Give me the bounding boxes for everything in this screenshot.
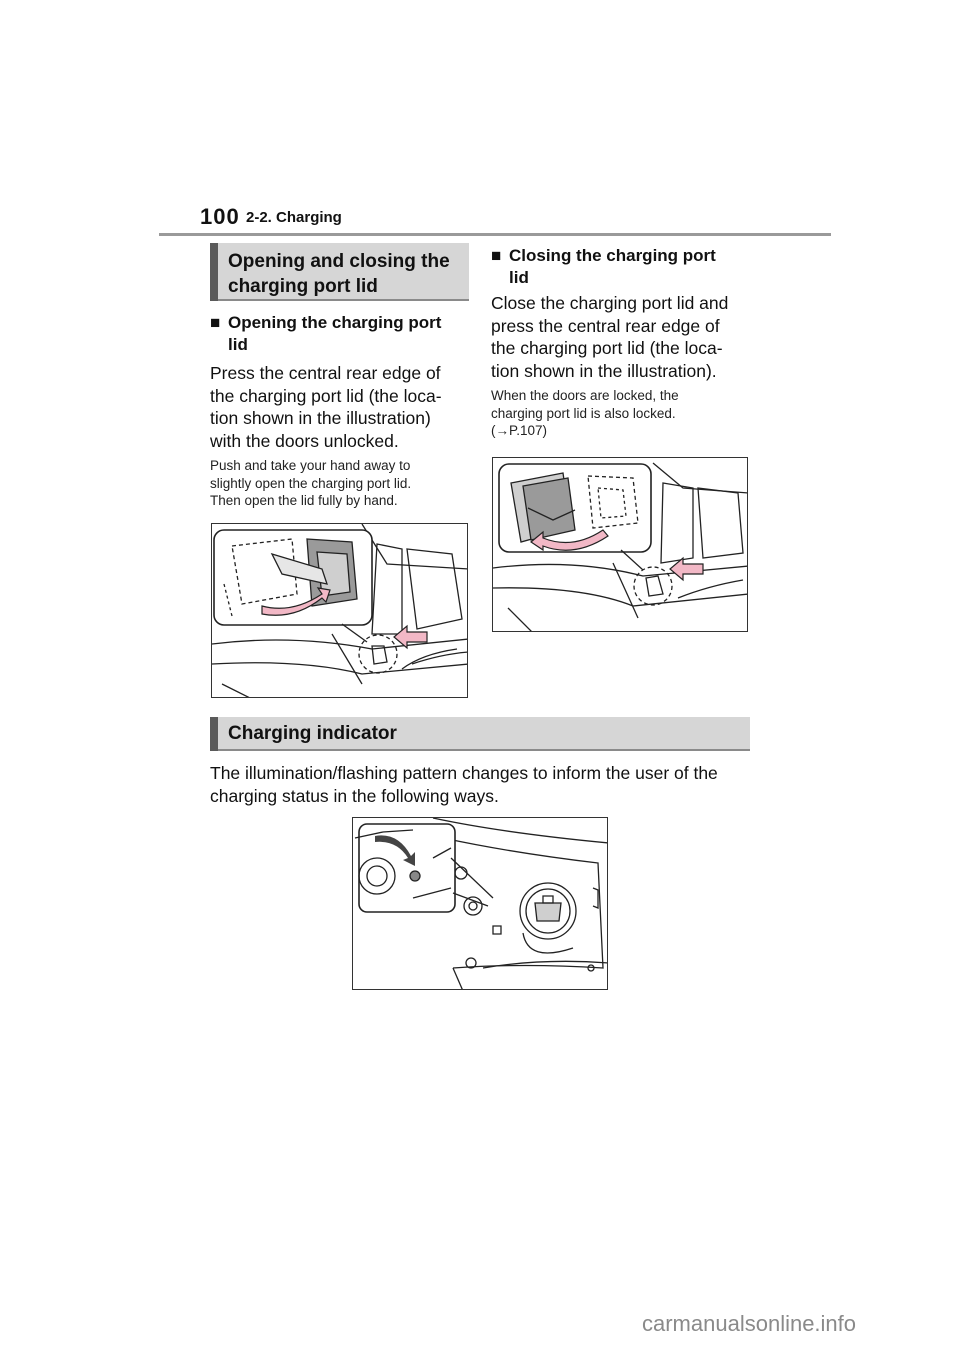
closing-note-line: (→P.107): [491, 423, 548, 438]
opening-note-line: Then open the lid fully by hand.: [210, 493, 398, 508]
opening-note: [210, 457, 470, 510]
opening-note-line: slightly open the charging port lid.: [210, 475, 412, 491]
closing-note: [491, 387, 753, 440]
charging-indicator-illustration: [352, 817, 608, 990]
heading-underline: [218, 749, 750, 751]
opening-title-line-2: lid: [228, 335, 248, 354]
closing-illustration: [492, 457, 748, 632]
section-breadcrumb: 2-2. Charging: [246, 209, 342, 226]
bullet-square-icon: ■: [491, 246, 502, 265]
section-heading-charging-indicator: [210, 717, 750, 751]
charging-indicator-body-line: charging status in the following ways.: [210, 785, 499, 806]
charging-indicator-drawing: [353, 818, 608, 990]
opening-illustration-drawing: [212, 524, 468, 698]
closing-body-line: tion shown in the illustration).: [491, 360, 717, 381]
opening-body-line: with the doors unlocked.: [210, 430, 399, 451]
opening-note-line: Push and take your hand away to: [210, 458, 411, 473]
charging-indicator-body: [210, 762, 755, 807]
heading-line-1: Opening and closing the: [228, 251, 450, 272]
page-number: 100: [200, 204, 240, 229]
opening-body-line: tion shown in the illustration): [210, 408, 431, 428]
closing-note-line: charging port lid is also locked.: [491, 405, 676, 421]
opening-body: [210, 362, 470, 452]
watermark-text: carmanualsonline.info: [642, 1311, 857, 1336]
closing-body-line: press the central rear edge of: [491, 315, 720, 336]
closing-body: [491, 292, 753, 382]
closing-subheading: [491, 245, 751, 289]
charging-indicator-body-line: The illumination/flashing pattern changes to inform the user of the: [210, 763, 718, 783]
closing-note-line: When the doors are locked, the: [491, 388, 679, 403]
opening-illustration: [211, 523, 468, 698]
closing-title-line-2: lid: [509, 268, 529, 287]
closing-illustration-drawing: [493, 458, 748, 632]
charging-indicator-title: Charging indicator: [228, 723, 397, 744]
closing-body-line: Close the charging port lid and: [491, 293, 729, 313]
closing-title-line-1: Closing the charging port: [509, 246, 716, 265]
section-heading-open-close: [210, 243, 469, 301]
opening-body-line: the charging port lid (the loca-: [210, 385, 442, 406]
bullet-square-icon: ■: [210, 313, 221, 332]
opening-body-line: Press the central rear edge of: [210, 363, 441, 383]
header-divider: [159, 233, 831, 236]
heading-underline: [218, 299, 469, 301]
opening-title-line-1: Opening the charging port: [228, 313, 442, 332]
opening-subheading: [210, 312, 470, 356]
heading-line-2: charging port lid: [228, 276, 378, 297]
closing-body-line: the charging port lid (the loca-: [491, 338, 723, 358]
